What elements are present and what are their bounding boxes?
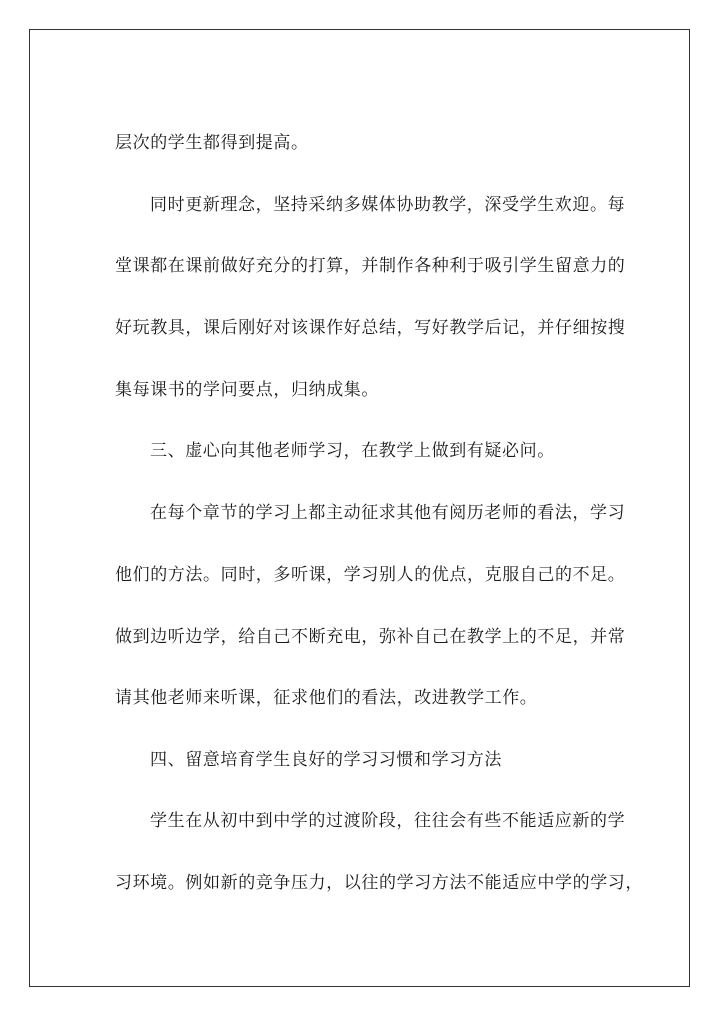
- paragraph-start-line: 在每个章节的学习上都主动征求其他有阅历老师的看法，学习: [150, 503, 626, 523]
- section-heading-three: 三、虚心向其他老师学习，在教学上做到有疑必问。: [150, 441, 555, 461]
- section-heading-four: 四、留意培育学生良好的学习习惯和学习方法: [150, 750, 502, 770]
- paragraph-start-line: 学生在从初中到中学的过渡阶段，往往会有些不能适应新的学: [150, 811, 626, 831]
- text-line: 堂课都在课前做好充分的打算，并制作各种利于吸引学生留意力的: [115, 256, 626, 276]
- text-line: 集每课书的学问要点，归纳成集。: [115, 380, 379, 400]
- text-line: 习环境。例如新的竞争压力，以往的学习方法不能适应中学的学习，: [115, 873, 643, 893]
- text-line: 层次的学生都得到提高。: [115, 133, 309, 153]
- text-line: 好玩教具，课后刚好对该课作好总结，写好教学后记，并仔细按搜: [115, 318, 626, 338]
- text-line: 请其他老师来听课，征求他们的看法，改进教学工作。: [115, 688, 538, 708]
- text-line: 他们的方法。同时，多听课，学习别人的优点，克服自己的不足。: [115, 565, 626, 585]
- text-line: 做到边听边学，给自己不断充电，弥补自己在教学上的不足，并常: [115, 627, 626, 647]
- paragraph-start-line: 同时更新理念，坚持采纳多媒体协助教学，深受学生欢迎。每: [150, 195, 626, 215]
